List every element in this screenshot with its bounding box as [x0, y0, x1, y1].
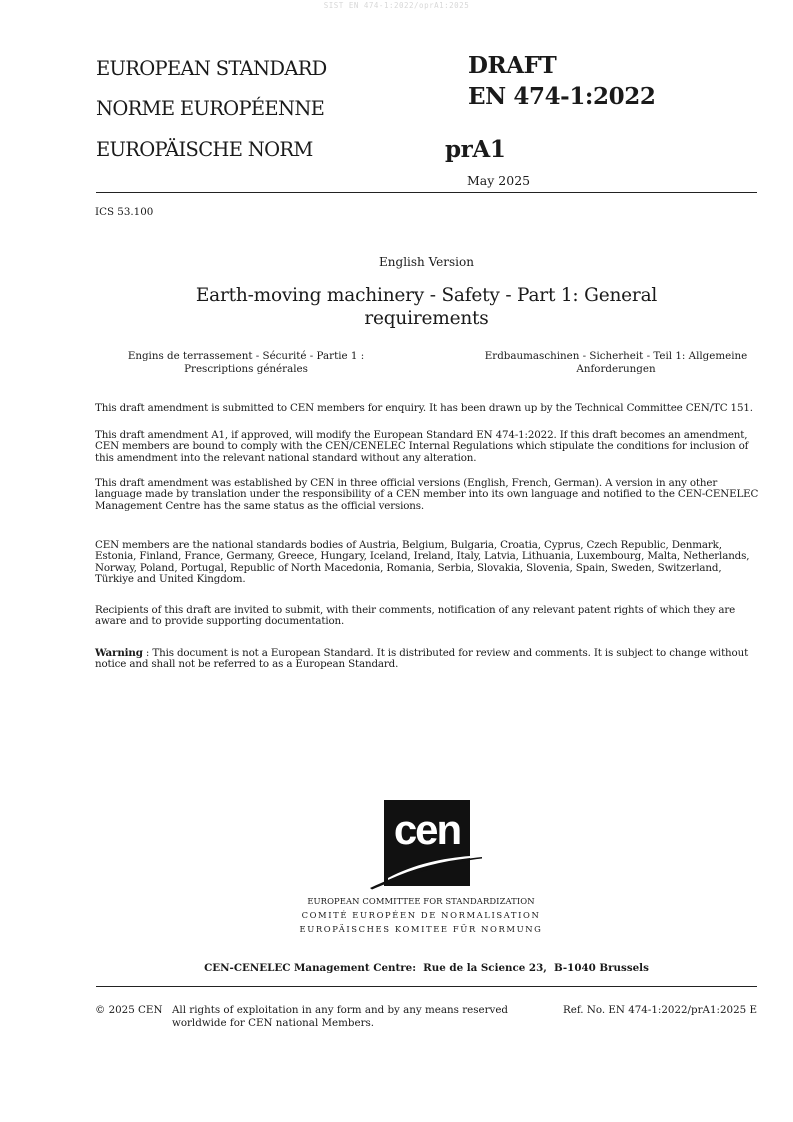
- paragraph-amendment: This draft amendment A1, if approved, will modify the European Standard EN 474-1:2022. If this draft becomes an amendment, CEN members are bound to comply with the CEN/CENELEC Internal Regulations which stipulate the conditions for inclusion of this amendment into the relevant national standard without any alteration.: [95, 429, 749, 464]
- org-name-german: EUROPÄISCHES KOMITEE FÜR NORMUNG: [299, 924, 543, 934]
- standard-number: EN 474-1:2022: [468, 83, 656, 110]
- cen-logo-text: cen: [393, 806, 461, 853]
- logo-swoosh: [368, 852, 486, 892]
- rights-statement-line1: All rights of exploitation in any form and by any means reserved: [172, 1004, 509, 1016]
- rights-statement-line2: worldwide for CEN national Members.: [172, 1017, 375, 1029]
- publication-date: May 2025: [467, 173, 531, 188]
- warning-label: Warning: [95, 647, 143, 659]
- reference-number: Ref. No. EN 474-1:2022/prA1:2025 E: [562, 1004, 757, 1016]
- german-title: Erdbaumaschinen - Sicherheit - Teil 1: Allgemeine Anforderungen: [484, 350, 748, 375]
- version-label: English Version: [379, 255, 474, 269]
- paragraph-members: CEN members are the national standards bodies of Austria, Belgium, Bulgaria, Croatia, Cyprus, Czech Republic, Denmark, Estonia, Finland, France, Germany, Greece, Hungary, Iceland, Ireland, Italy, Latvia, Lithuania, Luxembourg, Malta, Netherlands, Norway, Poland, Portugal, Republic of North Macedonia, Romania, Serbia, Slovakia, Slovenia, Spain, Sweden, Switzerland, Türkiye and United Kingdom.: [95, 539, 750, 586]
- header-english-title: EUROPEAN STANDARD: [96, 57, 327, 80]
- copyright: © 2025 CEN: [95, 1004, 163, 1016]
- document-title: Earth-moving machinery - Safety - Part 1: General requirements: [195, 285, 658, 329]
- org-name-english: EUROPEAN COMMITTEE FOR STANDARDIZATION: [307, 896, 535, 906]
- footer-rule: [96, 986, 757, 987]
- ics-code: ICS 53.100: [95, 206, 154, 218]
- paragraph-versions: This draft amendment was established by CEN in three official versions (English, French, German). A version in any other language made by translation under the responsibility of a CEN member into its own language and notified to the CEN-CENELEC Management Centre has the same status as the official versions.: [95, 477, 759, 512]
- header-rule: [96, 192, 757, 193]
- paragraph-enquiry: This draft amendment is submitted to CEN members for enquiry. It has been drawn up by the Technical Committee CEN/TC 151.: [95, 402, 753, 414]
- paragraph-warning: [95, 648, 760, 671]
- paragraph-patent: Recipients of this draft are invited to submit, with their comments, notification of any relevant patent rights of which they are aware and to provide supporting documentation.: [95, 604, 736, 628]
- amendment-label: prA1: [445, 136, 506, 163]
- header-german-title: EUROPÄISCHE NORM: [96, 138, 313, 161]
- french-title: Engins de terrassement - Sécurité - Partie 1 : Prescriptions générales: [127, 350, 365, 375]
- warning-text: : This document is not a European Standard. It is distributed for review and comments. It is subject to change without notice and shall not be referred to as a European Standard.: [95, 647, 749, 671]
- watermark: SIST EN 474-1:2022/oprA1:2025: [323, 1, 470, 10]
- org-name-french: COMITÉ EUROPÉEN DE NORMALISATION: [301, 910, 541, 920]
- header-french-title: NORME EUROPÉENNE: [96, 97, 325, 120]
- management-centre-address: CEN-CENELEC Management Centre: Rue de la Science 23, B-1040 Brussels: [204, 962, 649, 974]
- draft-label: DRAFT: [468, 52, 557, 79]
